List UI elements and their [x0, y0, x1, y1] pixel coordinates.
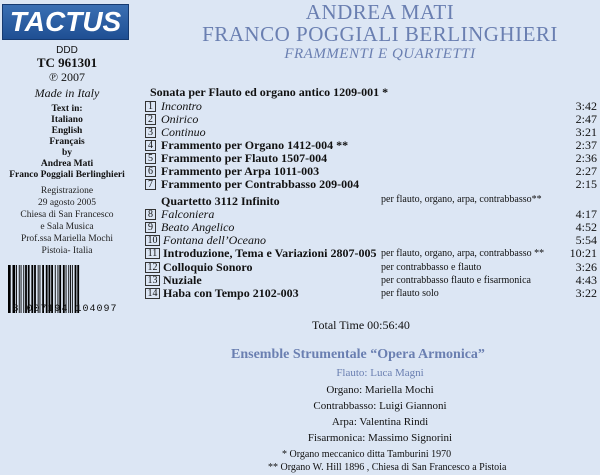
track-title: Nuziale — [163, 273, 202, 287]
label-logo: TACTUS — [2, 4, 129, 40]
track-duration: 2:37 — [575, 138, 597, 152]
credit-line: Organo: Mariella Mochi — [326, 384, 434, 396]
recording-line: Pistoia- Italia — [41, 246, 93, 256]
track-title: Haba con Tempo 2102-003 — [163, 286, 299, 300]
track-title: Onirico — [161, 112, 199, 126]
track-duration: 3:22 — [575, 286, 597, 300]
track-instrumentation: per contrabbasso e flauto — [381, 262, 482, 273]
text-in-block — [0, 104, 134, 181]
author: Franco Poggiali Berlinghieri — [9, 170, 125, 180]
track-number: 1 — [145, 101, 156, 112]
track-duration: 2:27 — [575, 164, 597, 178]
track-title: Frammento per Arpa 1011-003 — [161, 164, 320, 178]
track-number: 11 — [145, 248, 160, 259]
recording-line: Chiesa di San Francesco — [20, 210, 114, 220]
track-number: 12 — [145, 262, 160, 273]
track-title: Colloquio Sonoro — [163, 260, 253, 274]
ddd-label: DDD — [56, 45, 78, 56]
track-title: Frammento per Contrabbasso 209-004 — [161, 177, 360, 191]
track-row — [145, 178, 597, 191]
recording-block — [0, 185, 134, 257]
footnote: * Organo meccanico ditta Tamburini 1970 — [282, 449, 452, 460]
track-instrumentation: per contrabbasso flauto e fisarmonica — [381, 275, 531, 286]
credit-line: Arpa: Valentina Rindi — [331, 416, 429, 428]
track-row — [145, 247, 597, 260]
language: Italiano — [51, 115, 83, 125]
recording-line: Registrazione — [40, 186, 94, 196]
made-in: Made in Italy — [34, 86, 100, 100]
recording-line: 29 agosto 2005 — [37, 198, 97, 208]
track-number: 7 — [145, 179, 156, 190]
catalog-number: TC 961301 — [36, 55, 98, 70]
recording-line: e Sala Musica — [40, 222, 94, 232]
track-duration: 2:36 — [575, 151, 597, 165]
track-title: Frammento per Organo 1412-004 ** — [161, 138, 349, 152]
track-row — [145, 261, 597, 274]
track-duration: 4:52 — [575, 220, 597, 234]
track-row — [145, 113, 597, 126]
total-time: Total Time 00:56:40 — [312, 318, 410, 332]
track-duration: 5:54 — [575, 233, 597, 247]
credit-line: Contrabbasso: Luigi Giannoni — [313, 400, 447, 412]
track-number: 9 — [145, 222, 156, 233]
credit-line: Flauto: Luca Magni — [336, 367, 424, 379]
track-title: Frammento per Flauto 1507-004 — [161, 151, 328, 165]
track-number: 14 — [145, 288, 160, 299]
track-title: Falconiera — [161, 207, 215, 221]
track-duration: 3:26 — [575, 260, 597, 274]
track-number: 2 — [145, 114, 156, 125]
copyright-year: ℗ 2007 — [48, 70, 86, 84]
language: English — [51, 126, 83, 136]
track-number: 10 — [145, 235, 160, 246]
track-duration: 3:21 — [575, 125, 597, 139]
by-label: by — [61, 148, 73, 158]
track-title: Beato Angelico — [161, 220, 235, 234]
track-duration: 2:15 — [575, 177, 597, 191]
track-duration: 2:47 — [575, 112, 597, 126]
recording-line: Prof.ssa Mariella Mochi — [20, 234, 114, 244]
text-in-label: Text in: — [51, 104, 83, 114]
track-number: 6 — [145, 166, 156, 177]
album-title: FRAMMENTI E QUARTETTI — [284, 46, 476, 62]
track-number: 3 — [145, 127, 156, 138]
track-instrumentation: per flauto solo — [381, 288, 439, 299]
ensemble-name: Ensemble Strumentale “Opera Armonica” — [231, 347, 485, 362]
track-title: Introduzione, Tema e Variazioni 2807-005 — [163, 246, 377, 260]
footnote: ** Organo W. Hill 1896 , Chiesa di San Francesco a Pistoia — [268, 462, 507, 473]
credit-line: Fisarmonica: Massimo Signorini — [307, 432, 453, 444]
composer-name: ANDREA MATI — [305, 0, 455, 24]
quartetto-instrumentation: per flauto, organo, arpa, contrabbasso** — [381, 194, 542, 205]
track-number: 8 — [145, 209, 156, 220]
track-duration: 10:21 — [569, 246, 597, 260]
track-row — [145, 287, 597, 300]
track-number: 4 — [145, 140, 156, 151]
track-number: 5 — [145, 153, 156, 164]
track-title: Incontro — [161, 99, 202, 113]
barcode-digits: 8 007194 104097 — [12, 304, 118, 315]
track-duration: 3:42 — [575, 99, 597, 113]
track-title: Fontana dell’Oceano — [163, 233, 266, 247]
quartetto-title: Quartetto 3112 Infinito — [161, 194, 280, 208]
composer-name-2: FRANCO POGGIALI BERLINGHIERI — [202, 22, 558, 46]
track-title: Continuo — [161, 125, 206, 139]
language: Français — [49, 137, 85, 147]
track-instrumentation: per flauto, organo, arpa, contrabbasso ** — [381, 248, 545, 259]
author: Andrea Mati — [40, 159, 94, 169]
track-duration: 4:17 — [575, 207, 597, 221]
track-duration: 4:43 — [575, 273, 597, 287]
track-row — [145, 100, 597, 113]
sonata-title: Sonata per Flauto ed organo antico 1209-001 * — [150, 85, 389, 99]
track-number: 13 — [145, 275, 160, 286]
